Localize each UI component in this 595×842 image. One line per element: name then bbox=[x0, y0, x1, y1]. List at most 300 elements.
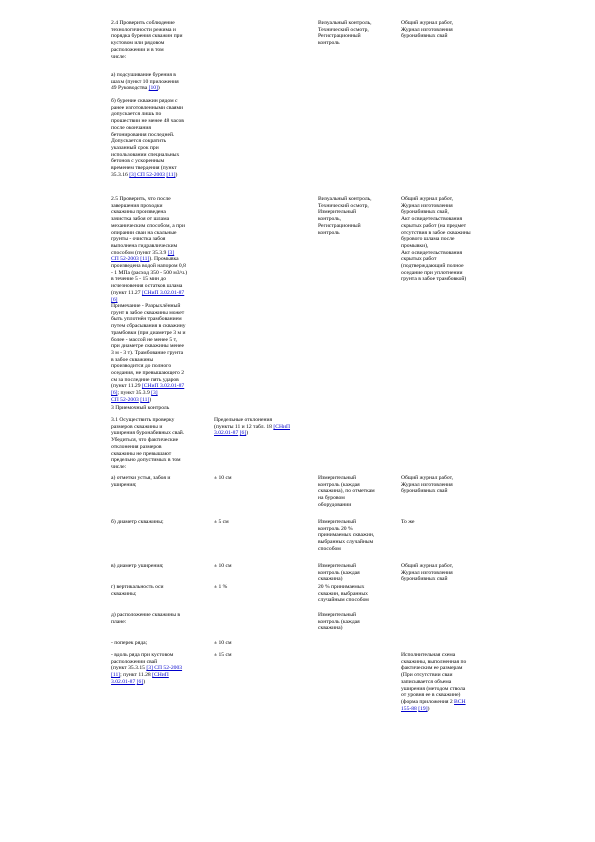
reference-link[interactable]: [3] bbox=[167, 249, 175, 256]
text-segment: скважин, выбранных bbox=[318, 590, 368, 597]
text-line bbox=[111, 85, 206, 92]
text-segment: контроль bbox=[318, 40, 340, 47]
text-segment: выполнена гидравлическим bbox=[111, 242, 178, 249]
text-segment: (При отсутствии сваи bbox=[401, 672, 453, 679]
text-segment: бетонирования последней. bbox=[111, 131, 175, 138]
text-line bbox=[111, 337, 206, 344]
text-segment: в течение 5 - 15 мин до bbox=[111, 276, 167, 283]
text-segment: - поперек ряда; bbox=[111, 640, 148, 646]
text-line bbox=[111, 290, 206, 297]
text-segment: ; пункт 35.3.9 bbox=[117, 390, 152, 397]
reference-link[interactable]: [СНиП bbox=[152, 672, 169, 679]
reference-link[interactable]: 3.02.01-87 bbox=[111, 678, 136, 685]
text-segment: способом (пункт 35.3.9 bbox=[111, 249, 168, 256]
text-line bbox=[401, 576, 487, 583]
text-segment: б) диаметр скважины; bbox=[111, 519, 164, 525]
tolerance-value bbox=[214, 563, 304, 570]
requirement-text bbox=[111, 417, 206, 471]
text-segment: Измерительный bbox=[318, 209, 356, 216]
text-segment: Регистрационный bbox=[318, 222, 361, 229]
control-method bbox=[318, 519, 398, 553]
text-line bbox=[318, 539, 398, 546]
text-segment: расположении и в том bbox=[111, 46, 164, 53]
text-line bbox=[111, 390, 206, 397]
text-segment: допускается лишь по bbox=[111, 111, 162, 118]
text-segment: уширения буронабивных свай. bbox=[111, 430, 185, 437]
tolerance-value bbox=[214, 584, 304, 591]
text-line bbox=[111, 216, 206, 223]
parameter-label bbox=[111, 475, 206, 488]
text-segment: бетонов с ускоренным bbox=[111, 158, 165, 165]
text-segment: Визуальный контроль, bbox=[318, 20, 372, 26]
text-line bbox=[214, 430, 304, 437]
control-method bbox=[318, 563, 398, 583]
text-segment: - 1 МПа (расход 350 - 500 м3/ч.) bbox=[111, 269, 188, 276]
reference-link[interactable]: [6] bbox=[111, 296, 118, 303]
text-segment: контроль (каждая bbox=[318, 481, 360, 488]
text-segment: Визуальный контроль, bbox=[318, 196, 372, 202]
text-segment: То же bbox=[401, 519, 415, 525]
tolerance-text bbox=[214, 417, 304, 437]
text-line bbox=[214, 563, 304, 570]
reference-link[interactable]: 3.02.01-87 bbox=[214, 430, 239, 437]
text-segment: см за последние пять ударов bbox=[111, 376, 179, 383]
documentation bbox=[401, 652, 487, 712]
text-line bbox=[318, 526, 398, 533]
text-line bbox=[318, 223, 398, 230]
text-segment: оборудовании bbox=[318, 501, 352, 508]
reference-link[interactable]: [6] bbox=[239, 430, 247, 437]
text-line bbox=[111, 640, 206, 647]
text-line bbox=[111, 125, 206, 132]
text-line bbox=[401, 475, 487, 482]
text-segment: принимаемых скважин, bbox=[318, 532, 375, 539]
text-segment: Примечание - Разрыхлённый bbox=[111, 303, 181, 309]
text-line bbox=[111, 370, 206, 377]
text-line bbox=[401, 488, 487, 495]
reference-link[interactable]: [11] bbox=[111, 672, 121, 679]
text-segment: более - массой не менее 5 т, bbox=[111, 336, 177, 343]
parameter-label bbox=[111, 612, 206, 625]
text-segment: использовании специальных bbox=[111, 151, 180, 158]
text-segment: Убедиться, что фактические bbox=[111, 437, 179, 444]
parameter-label bbox=[111, 519, 206, 526]
reference-link[interactable]: [10] bbox=[148, 85, 158, 92]
text-line bbox=[318, 625, 398, 632]
text-segment: Регистрационный bbox=[318, 33, 361, 40]
text-segment: Измерительный bbox=[318, 563, 356, 569]
text-line bbox=[111, 98, 206, 105]
text-segment: записывается объема bbox=[401, 678, 452, 685]
text-line bbox=[111, 652, 206, 659]
text-line bbox=[401, 672, 487, 679]
text-line bbox=[401, 699, 487, 706]
text-segment: а) отметки устья, забоя и bbox=[111, 475, 171, 481]
text-line bbox=[318, 20, 398, 27]
text-line bbox=[111, 619, 206, 626]
text-line bbox=[111, 54, 206, 61]
text-segment: бурового шлама после bbox=[401, 236, 455, 243]
section-title: 3 Приемочный контроль bbox=[111, 405, 170, 411]
text-line bbox=[111, 203, 206, 210]
tolerance-value bbox=[214, 475, 304, 482]
reference-link[interactable]: [11] bbox=[166, 171, 176, 178]
text-segment: производится до полного bbox=[111, 363, 172, 370]
text-line bbox=[111, 283, 206, 290]
text-segment: ) bbox=[175, 171, 178, 178]
text-segment: Исполнительная схема bbox=[401, 652, 456, 658]
text-line bbox=[111, 243, 206, 250]
text-segment: скважины; bbox=[111, 590, 137, 597]
reference-link[interactable]: [19] bbox=[418, 705, 428, 712]
text-segment: ± 5 см bbox=[214, 519, 229, 525]
text-segment: скважина), по отметкам bbox=[318, 488, 375, 495]
text-line bbox=[401, 196, 487, 203]
text-segment: предельно допустимых в том bbox=[111, 457, 181, 464]
documentation bbox=[401, 20, 487, 40]
control-method bbox=[318, 584, 398, 604]
text-segment: ± 15 см bbox=[214, 652, 232, 658]
text-segment: указанный срок при bbox=[111, 144, 159, 151]
text-segment: Допускается сократить bbox=[111, 138, 167, 145]
parameter-label bbox=[111, 584, 206, 597]
text-segment: Общий журнал работ, bbox=[401, 20, 454, 26]
text-segment: способом bbox=[318, 545, 341, 552]
text-segment: Журнал изготовления bbox=[401, 26, 453, 33]
text-segment: размеров скважины и bbox=[111, 423, 163, 430]
text-segment: скважины не превышают bbox=[111, 450, 172, 457]
text-line bbox=[111, 444, 206, 451]
text-segment: скважина) bbox=[318, 625, 343, 632]
text-segment: числе: bbox=[111, 463, 127, 470]
text-line bbox=[318, 475, 398, 482]
text-segment: оседание при уплотнении bbox=[401, 269, 463, 276]
text-line bbox=[111, 672, 206, 679]
text-line bbox=[401, 223, 487, 230]
text-segment: быть уплотнён трамбованием bbox=[111, 316, 182, 323]
text-segment: ) bbox=[246, 430, 249, 437]
text-line bbox=[318, 502, 398, 509]
text-line bbox=[111, 47, 206, 54]
text-line bbox=[111, 132, 206, 139]
text-line bbox=[401, 236, 487, 243]
text-segment: после окончания bbox=[111, 124, 151, 131]
text-line bbox=[401, 563, 487, 570]
text-line bbox=[111, 357, 206, 364]
text-segment: фактическим ее размерам bbox=[401, 665, 463, 672]
text-line bbox=[111, 263, 206, 270]
text-segment: (пункт 11.29 bbox=[111, 383, 142, 390]
text-segment: при диаметре скважины менее bbox=[111, 343, 184, 350]
text-segment: контроль, bbox=[318, 216, 341, 223]
text-line bbox=[401, 243, 487, 250]
reference-link[interactable]: [11] bbox=[140, 396, 150, 403]
text-line bbox=[401, 519, 487, 526]
control-method bbox=[318, 196, 398, 236]
text-segment: путем сбрасывания в скважину bbox=[111, 323, 186, 330]
text-line bbox=[111, 665, 206, 672]
text-line bbox=[111, 105, 206, 112]
text-segment: грунта в забое трамбовкой) bbox=[401, 276, 467, 283]
text-line bbox=[111, 482, 206, 489]
text-segment: контроль (каждая bbox=[318, 618, 360, 625]
text-segment: ± 10 см bbox=[214, 475, 232, 481]
text-line bbox=[111, 276, 206, 283]
reference-link[interactable]: СП 52-2003 bbox=[111, 256, 139, 263]
text-line bbox=[401, 209, 487, 216]
text-line bbox=[318, 546, 398, 553]
text-segment: зачистка забоя от шлама bbox=[111, 216, 170, 223]
text-line bbox=[111, 330, 206, 337]
text-segment: Журнал изготовления bbox=[401, 481, 453, 488]
text-segment: - вдоль ряда при кустовом bbox=[111, 652, 174, 658]
requirement-text bbox=[111, 98, 206, 178]
text-segment: буронабивных свай bbox=[401, 33, 448, 40]
text-line bbox=[318, 40, 398, 47]
text-line bbox=[111, 383, 206, 390]
text-line bbox=[111, 138, 206, 145]
text-line bbox=[111, 172, 206, 179]
text-segment: завершения проходки bbox=[111, 202, 163, 209]
requirement-text bbox=[111, 196, 206, 303]
text-segment: грунты - очистка забоя bbox=[111, 236, 166, 243]
text-line bbox=[111, 145, 206, 152]
control-method bbox=[318, 612, 398, 632]
text-line bbox=[318, 563, 398, 570]
control-method bbox=[318, 475, 398, 509]
requirement-text bbox=[111, 20, 206, 60]
text-line bbox=[318, 576, 398, 583]
parameter-label bbox=[111, 563, 206, 570]
text-segment: б) бурение скважин рядом с bbox=[111, 98, 178, 104]
text-line bbox=[111, 323, 206, 330]
text-segment: Акт освидетельствования bbox=[401, 216, 463, 223]
text-segment: (пункт 35.3.15 bbox=[111, 665, 147, 672]
text-segment: ). Промывка bbox=[149, 256, 179, 263]
text-segment: оседания, не превышающего 2 bbox=[111, 370, 185, 377]
text-segment: Общий журнал работ, bbox=[401, 563, 454, 569]
text-line bbox=[214, 652, 304, 659]
reference-link[interactable]: [6] bbox=[111, 390, 118, 397]
text-segment: (пункт 11.27 bbox=[111, 289, 142, 296]
text-line bbox=[318, 33, 398, 40]
text-segment: (пункты 11 и 12 табл. 18 bbox=[214, 423, 274, 430]
text-segment: ) bbox=[149, 396, 152, 403]
text-line bbox=[214, 584, 304, 591]
text-line bbox=[214, 417, 304, 424]
text-line bbox=[111, 475, 206, 482]
text-line bbox=[214, 519, 304, 526]
reference-link[interactable]: [3] bbox=[151, 390, 158, 397]
text-line bbox=[111, 196, 206, 203]
text-line bbox=[401, 652, 487, 659]
reference-link[interactable]: [11] bbox=[140, 256, 150, 263]
text-segment: г) вертикальность оси bbox=[111, 584, 164, 590]
documentation bbox=[401, 563, 487, 583]
text-segment: грунт в забое скважины может bbox=[111, 309, 185, 316]
text-segment: в) диаметр уширения; bbox=[111, 563, 164, 569]
text-line bbox=[318, 209, 398, 216]
text-segment: 49 Руководства bbox=[111, 85, 149, 92]
reference-link[interactable]: [СНиП bbox=[273, 423, 291, 430]
text-segment: контроль 20 % bbox=[318, 525, 353, 532]
control-method bbox=[318, 20, 398, 47]
tolerance-value bbox=[214, 519, 304, 526]
text-segment: технологичности режима и bbox=[111, 26, 176, 33]
text-line bbox=[111, 165, 206, 172]
text-line bbox=[111, 457, 206, 464]
text-line bbox=[111, 223, 206, 230]
reference-link[interactable]: ВСН bbox=[454, 698, 466, 705]
text-segment: 3.1 Осуществить проверку bbox=[111, 417, 175, 423]
text-line bbox=[318, 612, 398, 619]
text-segment: контроль bbox=[318, 229, 340, 236]
text-line bbox=[401, 20, 487, 27]
text-segment: ± 10 см bbox=[214, 563, 232, 569]
text-segment: Технический осмотр, bbox=[318, 26, 369, 33]
text-line bbox=[401, 33, 487, 40]
text-line bbox=[214, 640, 304, 647]
text-line bbox=[111, 519, 206, 526]
text-line bbox=[111, 72, 206, 79]
text-segment: скрытых работ bbox=[401, 256, 437, 263]
text-segment: а) подсушивание бурения в bbox=[111, 72, 176, 78]
text-line bbox=[111, 363, 206, 370]
text-segment: Общий журнал работ, bbox=[401, 196, 454, 202]
text-line bbox=[111, 350, 206, 357]
text-segment: временем твердения (пункт bbox=[111, 165, 177, 172]
text-line bbox=[111, 20, 206, 27]
text-segment: 35.3.16 bbox=[111, 171, 130, 178]
text-segment: Общий журнал работ, bbox=[401, 475, 454, 481]
text-segment: ) bbox=[157, 85, 160, 92]
text-segment: 20 % принимаемых bbox=[318, 584, 365, 590]
text-segment: ) bbox=[427, 705, 430, 712]
parameter-label bbox=[111, 640, 206, 647]
text-line bbox=[111, 464, 206, 471]
text-segment: скрытых работ (на предмет bbox=[401, 222, 467, 229]
text-segment: (подтверждающий полное bbox=[401, 263, 464, 270]
text-segment: прошествии не менее 48 часов bbox=[111, 118, 184, 125]
text-segment: скважины, выполненная по bbox=[401, 658, 467, 665]
text-segment: порядка бурения скважин при bbox=[111, 33, 183, 40]
text-segment: произведена водой напором 0,8 bbox=[111, 263, 186, 270]
text-line bbox=[401, 692, 487, 699]
text-segment: в забое скважины bbox=[111, 356, 154, 363]
tolerance-value bbox=[214, 640, 304, 647]
text-segment: расположении свай bbox=[111, 658, 158, 665]
reference-link[interactable]: 155-88 bbox=[401, 705, 417, 712]
documentation bbox=[401, 519, 487, 526]
text-segment: числе: bbox=[111, 53, 127, 60]
text-segment: 2.4 Проверить соблюдение bbox=[111, 20, 175, 26]
text-line bbox=[111, 40, 206, 47]
text-segment: кустовом или рядовом bbox=[111, 40, 165, 47]
text-segment: Предельные отклонения bbox=[214, 417, 273, 423]
text-segment: отсутствия в забое скважины bbox=[401, 229, 471, 236]
text-line bbox=[318, 519, 398, 526]
text-segment: 2.5 Проверить, что после bbox=[111, 196, 171, 202]
documentation bbox=[401, 475, 487, 495]
text-line bbox=[318, 196, 398, 203]
text-segment: промывки), bbox=[401, 242, 429, 249]
text-segment: выбранных случайным bbox=[318, 539, 374, 546]
text-segment: Журнал изготовления bbox=[401, 569, 453, 576]
text-segment: скважины произведена bbox=[111, 209, 166, 216]
text-segment: Акт освидетельствования bbox=[401, 249, 463, 256]
text-segment: шахм (пункт 10 приложения bbox=[111, 78, 179, 85]
text-segment: ; пункт 11.28 bbox=[120, 672, 153, 679]
documentation bbox=[401, 196, 487, 283]
text-segment: буронабивных свай bbox=[401, 576, 448, 583]
text-line bbox=[318, 230, 398, 237]
text-line bbox=[111, 437, 206, 444]
text-line bbox=[111, 679, 206, 686]
text-line bbox=[111, 343, 206, 350]
text-segment: Измерительный bbox=[318, 612, 356, 618]
text-segment: Журнал изготовления bbox=[401, 202, 453, 209]
text-line bbox=[111, 236, 206, 243]
text-segment: уширения; bbox=[111, 481, 137, 488]
text-segment: уширения (методом ствола bbox=[401, 685, 466, 692]
text-segment: случайным способом bbox=[318, 597, 369, 604]
text-segment: механическим способом, а при bbox=[111, 222, 185, 229]
text-line bbox=[111, 118, 206, 125]
text-line bbox=[401, 276, 487, 283]
text-line bbox=[401, 216, 487, 223]
text-line bbox=[401, 263, 487, 270]
requirement-text bbox=[111, 72, 206, 92]
text-segment: ± 1 % bbox=[214, 584, 228, 590]
text-segment: ) bbox=[143, 678, 146, 685]
text-line bbox=[318, 597, 398, 604]
text-line bbox=[111, 303, 206, 310]
text-segment: 3 м - 3 т). Трамбование грунта bbox=[111, 349, 184, 356]
text-segment: отклонения размеров bbox=[111, 443, 162, 450]
text-segment: от уровня ее в скважине) bbox=[401, 692, 461, 699]
tolerance-value bbox=[214, 652, 304, 659]
text-line bbox=[318, 584, 398, 591]
reference-link[interactable]: [3] СП 52-2003 bbox=[129, 171, 165, 178]
text-line bbox=[214, 475, 304, 482]
text-line bbox=[111, 591, 206, 598]
text-line bbox=[111, 584, 206, 591]
reference-link[interactable]: [СНиП 3.02.01-87 bbox=[141, 289, 185, 296]
text-line bbox=[111, 270, 206, 277]
reference-link[interactable]: СП 52-2003 bbox=[111, 396, 139, 403]
text-line bbox=[401, 679, 487, 686]
text-segment: буронабивных свай, bbox=[401, 209, 449, 216]
text-segment: плане: bbox=[111, 618, 127, 625]
text-line bbox=[401, 706, 487, 713]
text-line bbox=[111, 612, 206, 619]
reference-link[interactable]: [6] bbox=[136, 678, 144, 685]
text-line bbox=[111, 451, 206, 458]
requirement-text bbox=[111, 303, 206, 404]
text-line bbox=[111, 417, 206, 424]
text-segment: ± 10 см bbox=[214, 640, 232, 646]
text-segment: буронабивных свай bbox=[401, 488, 448, 495]
reference-link[interactable]: [3] СП 52-2003 bbox=[146, 665, 183, 672]
text-line bbox=[111, 33, 206, 40]
parameter-label bbox=[111, 652, 206, 686]
text-line bbox=[111, 111, 206, 118]
text-line bbox=[318, 216, 398, 223]
text-segment: (форма приложения 2 bbox=[401, 698, 455, 705]
reference-link[interactable]: [СНиП 3.02.01-87 bbox=[141, 383, 185, 390]
text-segment: Измерительный bbox=[318, 519, 356, 525]
text-segment: контроль (каждая bbox=[318, 569, 360, 576]
